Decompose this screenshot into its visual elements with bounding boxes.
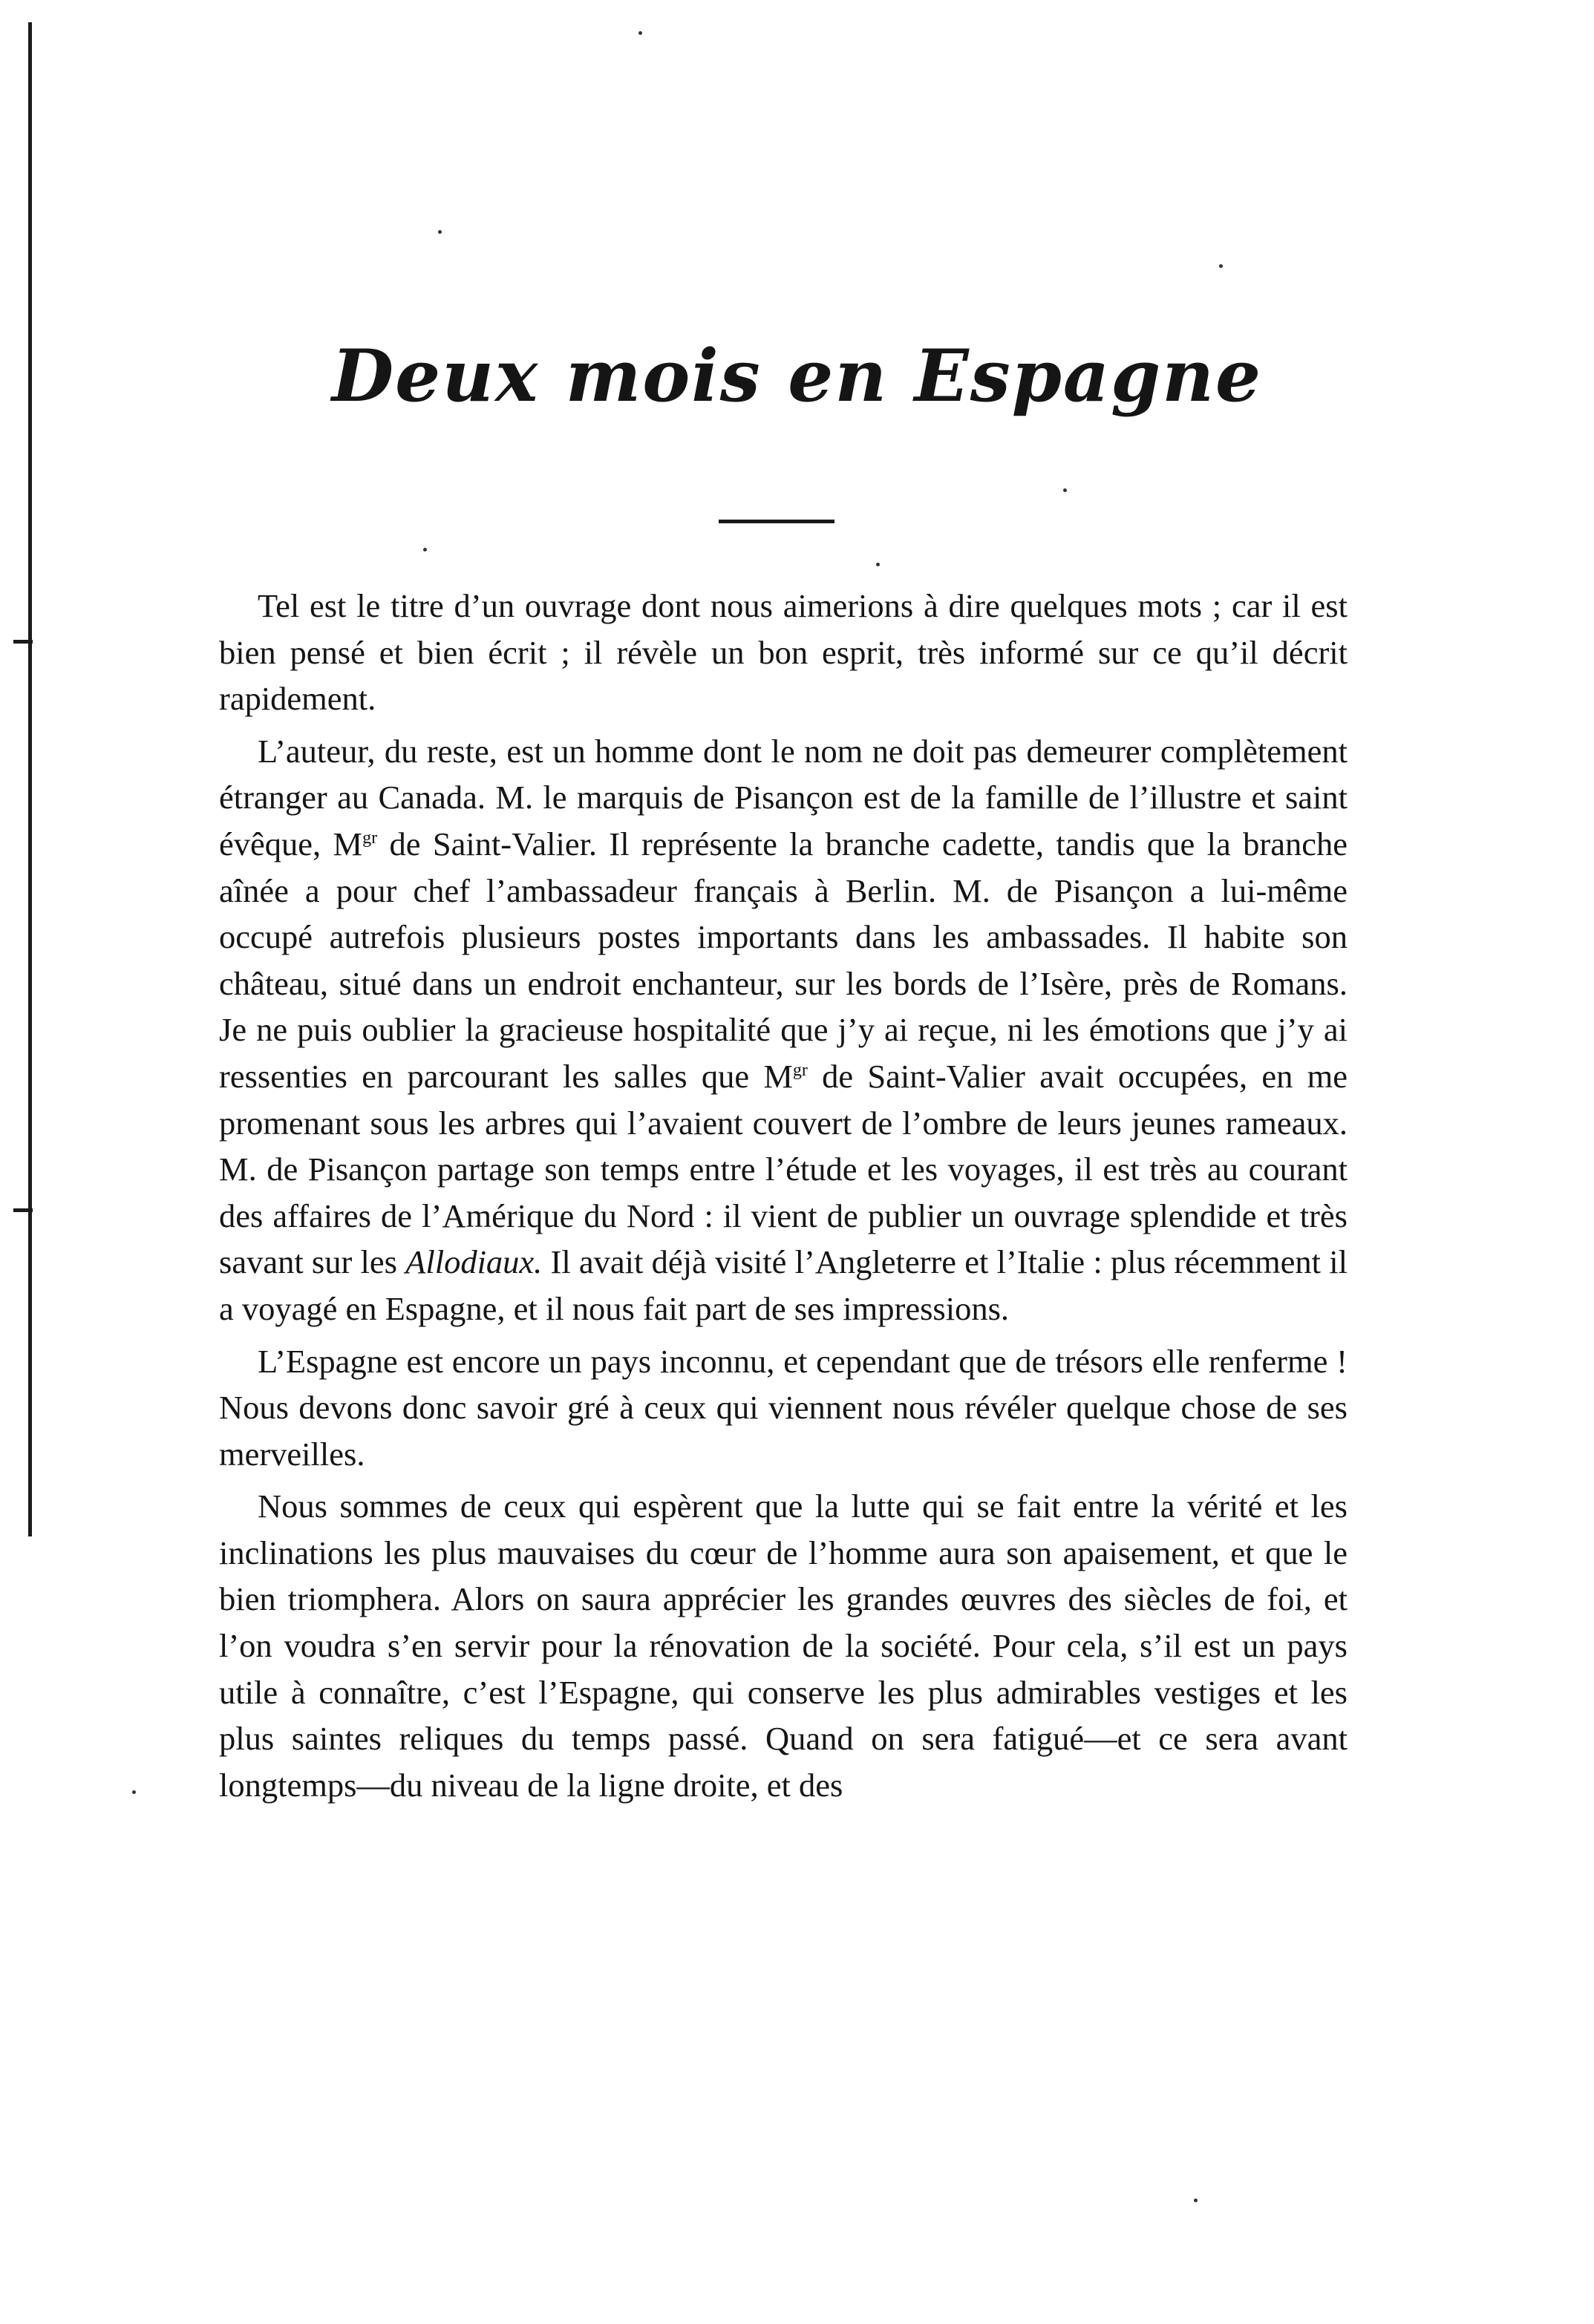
scan-border-tick (13, 640, 33, 644)
paragraph (219, 583, 1348, 722)
scan-speck (1194, 2199, 1198, 2202)
superscript-text: gr (362, 828, 378, 848)
scan-border-line (28, 22, 32, 1536)
scan-speck (1063, 488, 1067, 492)
paragraph-text: Nous sommes de ceux qui espèrent que la lutte qui se fait entre la vérité et les inclinations les plus mauvaises du cœur de l’homme aura son apaisement, et que le bien triomphera. Alors on saura apprécier les grandes œuvres des siècles de foi, et l’on voudra s’en servir pour la rénovation de la société. Pour cela, s’il est un pays utile à connaître, c’est l’Espagne, qui conserve les plus admirables vestiges et les plus saintes reliques du temps passé. Quand on sera fatigué—et ce sera avant longtemps—du niveau de la ligne droite, et des (219, 1487, 1348, 1804)
paragraph-text: de Saint-Valier avait occupées, en me promenant sous les arbres qui l’avaient couvert de l’ombre de leurs jeunes rameaux. M. de Pisançon partage son temps entre l’étude et les voyages, il est très au courant des affaires de l’Amérique du Nord : il vient de publier un ouvrage splendide et très savant sur les (219, 1057, 1348, 1281)
title-divider (719, 520, 834, 523)
paragraph-text: L’Espagne est encore un pays inconnu, et cependant que de trésors elle renferme ! Nous devons donc savoir gré à ceux qui viennent nous révéler quelque chose de ses merveilles. (219, 1342, 1348, 1473)
paragraph-text: Il avait déjà visité l’Angleterre et l’Italie : plus récemment il a voyagé en Espagne, et il nous fait part de ses impressions. (219, 1243, 1348, 1327)
paragraph (219, 728, 1348, 1332)
scan-speck (1219, 264, 1223, 268)
italic-text: Allodiaux. (405, 1243, 543, 1281)
paragraph-text: L’auteur, du reste, est un homme dont le nom ne doit pas demeurer complètement étranger au Canada. M. le marquis de Pisançon est de la famille de l’illustre et saint évêque, M (219, 732, 1348, 863)
superscript-text: gr (792, 1061, 808, 1081)
page-title: Deux mois en Espagne (331, 334, 1263, 418)
scan-speck (423, 548, 427, 551)
paragraph (219, 1338, 1348, 1478)
scan-speck (638, 31, 642, 35)
scan-border-tick (13, 1208, 33, 1212)
scan-speck (876, 563, 880, 566)
body-text (219, 583, 1348, 1814)
paragraph (219, 1483, 1348, 1808)
scan-speck (438, 230, 442, 234)
paragraph-text: Tel est le titre d’un ouvrage dont nous aimerions à dire quelques mots ; car il est bien pensé et bien écrit ; il révèle un bon esprit, très informé sur ce qu’il décrit rapidement. (219, 587, 1348, 718)
paragraph-text: de Saint-Valier. Il représente la branche cadette, tandis que la branche aînée a pour chef l’ambassadeur français à Berlin. M. de Pisançon a lui-même occupé autrefois plusieurs postes importants dans les ambassades. Il habite son château, situé dans un endroit enchanteur, sur les bords de l’Isère, près de Romans. Je ne puis oublier la gracieuse hospitalité que j’y ai reçue, ni les émotions que j’y ai ressenties en parcourant les salles que M (219, 825, 1348, 1095)
scan-speck (132, 1790, 136, 1794)
